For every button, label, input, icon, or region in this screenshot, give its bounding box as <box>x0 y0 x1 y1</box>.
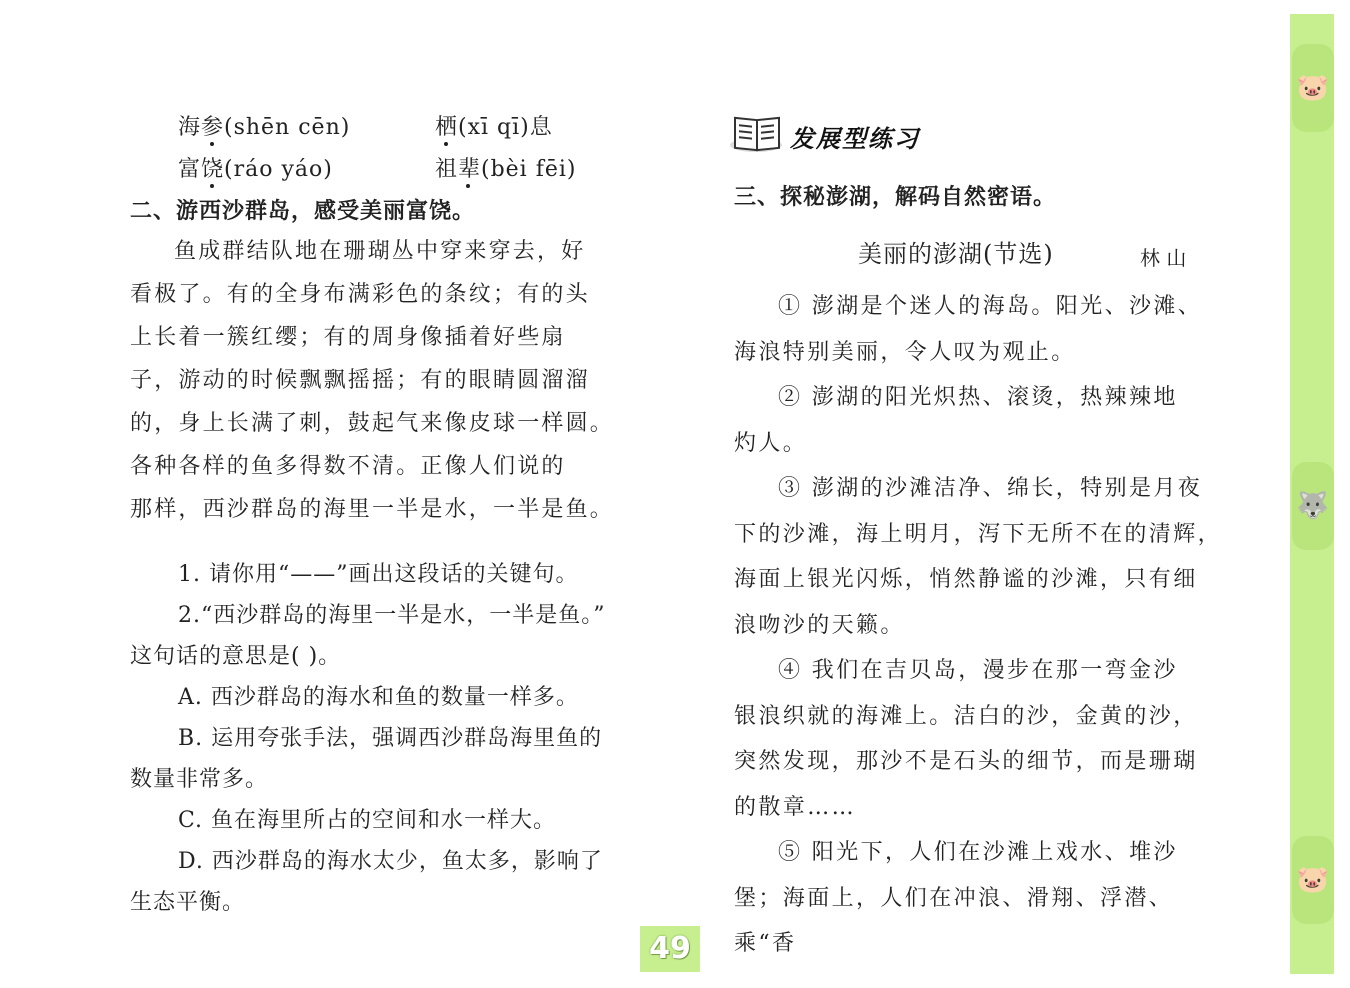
passage-line: 鱼成群结队地在珊瑚丛中穿来穿去，好 <box>174 239 586 264</box>
section-label: 发展型练习 <box>790 124 920 153</box>
pinyin-word: 海参(shēn cēn) <box>178 115 351 140</box>
reading-passage <box>130 230 630 531</box>
article-body <box>734 284 1224 967</box>
section-heading: 三、探秘澎湖，解码自然密语。 <box>734 185 1057 210</box>
option-d: D. 西沙群岛的海水太少，鱼太多，影响了 <box>178 849 603 874</box>
passage-line: 子，游动的时候飘飘摇摇；有的眼睛圆溜溜 <box>130 368 590 393</box>
pinyin-word: 栖(xī qī)息 <box>435 115 553 140</box>
option-b-continued: 数量非常多。 <box>130 767 269 792</box>
article-line: ⑤ 阳光下，人们在沙滩上戏水、堆沙 <box>778 840 1178 865</box>
question-2: 2.“西沙群岛的海里一半是水，一半是鱼。” <box>178 603 606 628</box>
cartoon-pig-icon: 🐷 <box>1292 44 1334 132</box>
cartoon-wolf-icon: 🐺 <box>1292 462 1334 550</box>
article-line: ④ 我们在吉贝岛，漫步在那一弯金沙 <box>778 658 1178 683</box>
option-b: B. 运用夸张手法，强调西沙群岛海里鱼的 <box>178 726 603 751</box>
section-banner <box>730 116 920 156</box>
book-icon <box>730 116 782 156</box>
article-title: 美丽的澎湖(节选) <box>858 240 1054 268</box>
passage-line: 各种各样的鱼多得数不清。正像人们说的 <box>130 454 566 479</box>
article-line: 堡；海面上，人们在冲浪、滑翔、浮潜、乘“香 <box>734 885 1174 956</box>
side-decoration-strip <box>1290 14 1334 974</box>
article-line: ③ 澎湖的沙滩洁净、绵长，特别是月夜 <box>778 476 1203 501</box>
emphasis-dot <box>210 184 214 188</box>
passage-line: 看极了。有的全身布满彩色的条纹；有的头 <box>130 282 590 307</box>
option-d-continued: 生态平衡。 <box>130 890 246 915</box>
option-a: A. 西沙群岛的海水和鱼的数量一样多。 <box>178 685 579 710</box>
article-line: ② 澎湖的阳光炽热、滚烫，热辣辣地 <box>778 385 1178 410</box>
article-line: 的散章…… <box>734 794 857 820</box>
article-line: 海面上银光闪烁，悄然静谧的沙滩，只有细 <box>734 567 1198 592</box>
article-line: 下的沙滩，海上明月，泻下无所不在的清辉， <box>734 521 1223 547</box>
question-list <box>130 554 630 923</box>
cartoon-pig-icon: 🐷 <box>1292 836 1334 924</box>
question-1: 1. 请你用“——”画出这段话的关键句。 <box>178 562 579 587</box>
pinyin-word: 祖辈(bèi fēi) <box>435 157 577 182</box>
passage-line: 的，身上长满了刺，鼓起气来像皮球一样圆。 <box>130 411 615 436</box>
article-line: 海浪特别美丽，令人叹为观止。 <box>734 339 1076 365</box>
article-line: ① 澎湖是个迷人的海岛。阳光、沙滩、 <box>778 294 1203 319</box>
section-heading: 二、游西沙群岛，感受美丽富饶。 <box>130 199 476 224</box>
emphasis-dot <box>210 142 214 146</box>
option-c: C. 鱼在海里所占的空间和水一样大。 <box>178 808 557 833</box>
passage-line: 上长着一簇红缨；有的周身像插着好些扇 <box>130 325 566 350</box>
emphasis-dot <box>444 142 448 146</box>
article-line: 突然发现，那沙不是石头的细节，而是珊瑚 <box>734 749 1198 774</box>
page-number: 49 <box>640 926 700 972</box>
article-line: 浪吻沙的天籁。 <box>734 612 905 638</box>
passage-line: 那样，西沙群岛的海里一半是水，一半是鱼。 <box>130 497 615 522</box>
emphasis-dot <box>466 184 470 188</box>
question-2-continued: 这句话的意思是( )。 <box>130 644 342 669</box>
article-line: 灼人。 <box>734 430 808 456</box>
article-line: 银浪织就的海滩上。洁白的沙，金黄的沙， <box>734 703 1198 729</box>
pinyin-word: 富饶(ráo yáo) <box>178 157 333 182</box>
article-author: 林 山 <box>1140 246 1187 270</box>
